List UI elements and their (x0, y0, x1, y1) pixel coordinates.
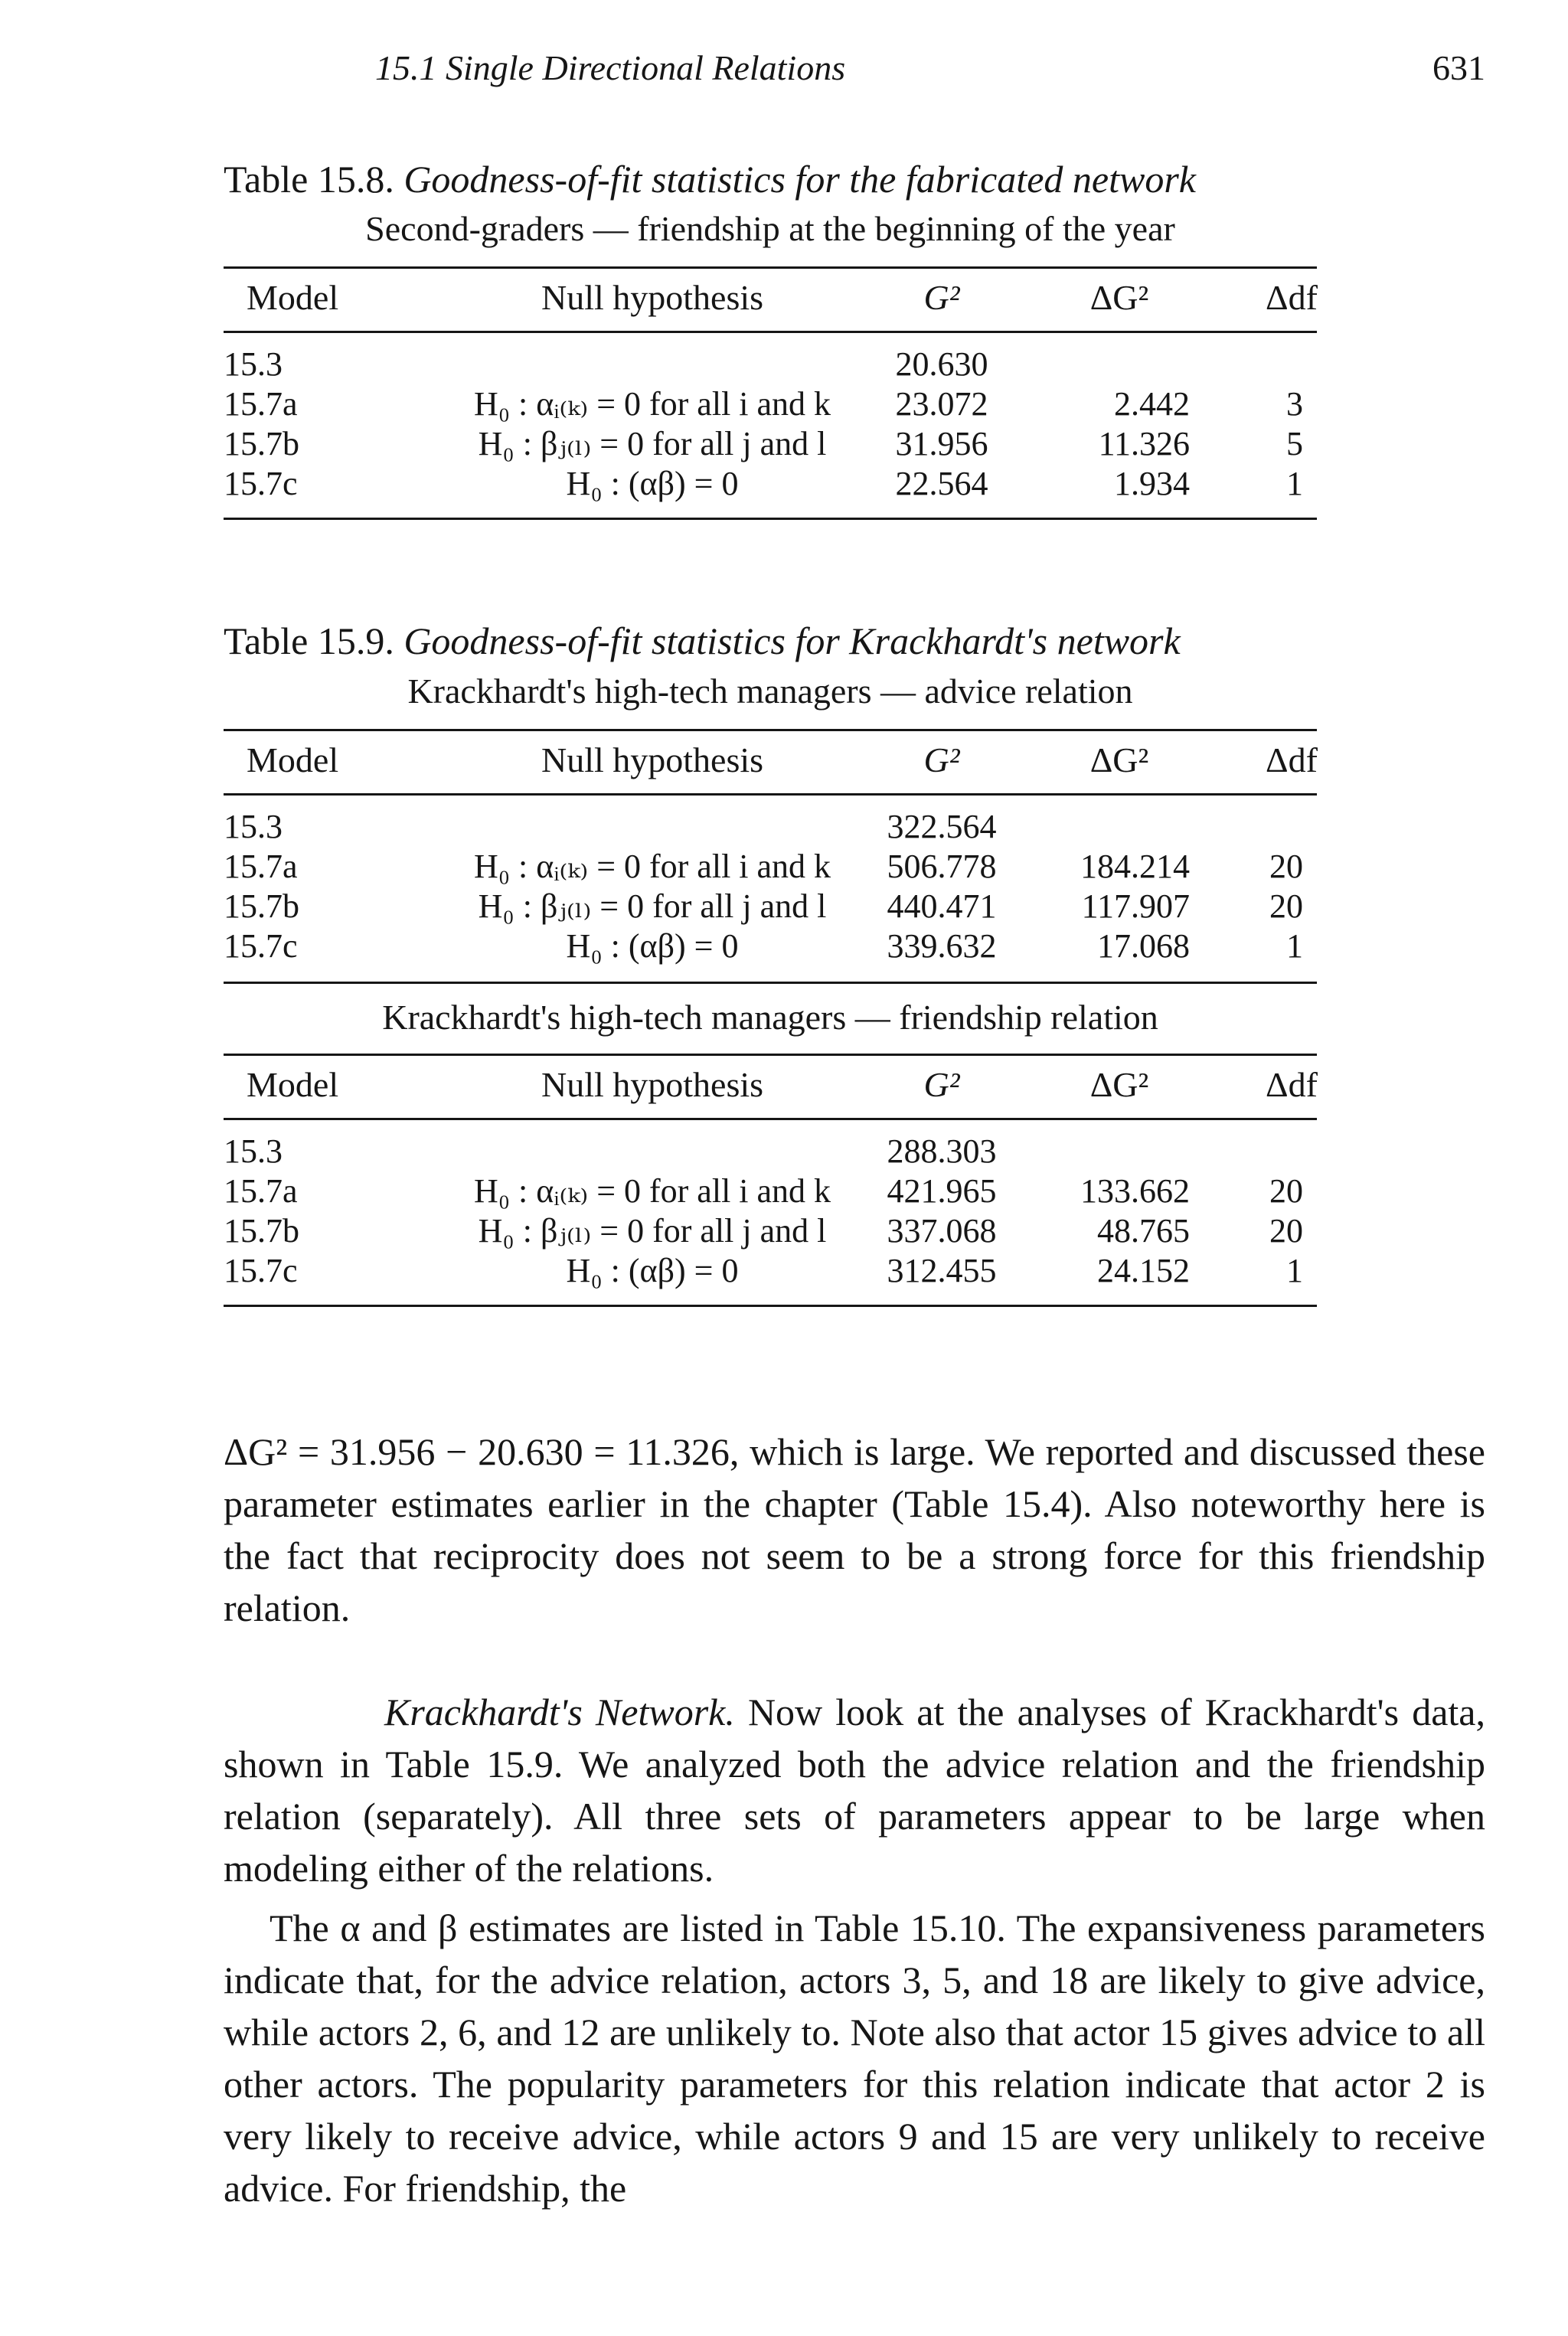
table-description: Goodness-of-fit statistics for the fabricated network (403, 158, 1196, 201)
cell-delta-g2: 2.442 (1114, 385, 1190, 423)
cell-model: 15.7c (224, 927, 298, 965)
top-rule (224, 1054, 1317, 1056)
table-15-8-header (224, 277, 1317, 323)
cell-delta-df: 3 (1286, 385, 1303, 423)
col-model: Model (247, 740, 339, 779)
cell-model: 15.7b (224, 1212, 299, 1250)
table-row (224, 926, 1317, 968)
cell-g2: 421.965 (887, 1172, 997, 1210)
cell-g2: 322.564 (887, 808, 997, 845)
table-row (224, 464, 1317, 505)
cell-model: 15.7a (224, 385, 298, 423)
cell-null: H₀ : βⱼ₍ₗ₎ = 0 for all j and l (478, 425, 827, 462)
table-description: Goodness-of-fit statistics for Krackhardt's network (403, 619, 1181, 662)
running-header (375, 47, 1485, 93)
cell-g2: 20.630 (895, 345, 988, 383)
cell-g2: 337.068 (887, 1212, 997, 1250)
header-rule (224, 1118, 1317, 1120)
cell-model: 15.3 (224, 1132, 283, 1170)
cell-null: H₀ : αᵢ₍ₖ₎ = 0 for all i and k (473, 848, 831, 885)
table-row (224, 424, 1317, 466)
cell-g2: 339.632 (887, 927, 997, 965)
cell-delta-df: 1 (1286, 1252, 1303, 1289)
cell-null: H₀ : αᵢ₍ₖ₎ = 0 for all i and k (473, 1172, 831, 1210)
friendship-table-header (224, 1064, 1317, 1110)
cell-g2: 31.956 (895, 425, 988, 462)
table-row (224, 1132, 1317, 1173)
col-delta-df: Δdf (1266, 740, 1318, 779)
cell-delta-df: 20 (1269, 848, 1303, 885)
cell-null: H₀ : βⱼ₍ₗ₎ = 0 for all j and l (478, 887, 827, 925)
paragraph-text: Now look at the analyses of Krackhardt's data, shown in Table 15.9. We analyzed both the advice relation and the friendship relation (separately). All three sets of parameters appear to be large when modeling either of the relations. (224, 1691, 1485, 1890)
cell-delta-df: 5 (1286, 425, 1303, 462)
cell-delta-g2: 24.152 (1097, 1252, 1190, 1289)
body-text (224, 1426, 1485, 2214)
table-row (224, 847, 1317, 888)
cell-model: 15.7b (224, 887, 299, 925)
cell-model: 15.7c (224, 465, 298, 502)
cell-model: 15.7b (224, 425, 299, 462)
col-delta-df: Δdf (1266, 1065, 1318, 1104)
cell-delta-df: 20 (1269, 1172, 1303, 1210)
table-row (224, 384, 1317, 426)
bottom-rule (224, 1305, 1317, 1307)
col-g2: G² (923, 278, 960, 317)
table-15-9-caption (224, 619, 1181, 663)
table-row (224, 1251, 1317, 1292)
cell-delta-g2: 11.326 (1098, 425, 1190, 462)
cell-null: H₀ : (αβ) = 0 (566, 1252, 739, 1289)
col-null-hypothesis: Null hypothesis (541, 1065, 764, 1104)
advice-subtitle: Krackhardt's high-tech managers — advice relation (407, 671, 1133, 711)
cell-null: H₀ : αᵢ₍ₖ₎ = 0 for all i and k (473, 385, 831, 423)
cell-g2: 506.778 (887, 848, 997, 885)
table-label: Table 15.9. (224, 619, 394, 662)
cell-model: 15.7a (224, 1172, 298, 1210)
top-rule (224, 266, 1317, 269)
cell-model: 15.7a (224, 848, 298, 885)
table-row (224, 1211, 1317, 1253)
top-rule (224, 729, 1317, 731)
table-row (224, 807, 1317, 848)
cell-delta-g2: 184.214 (1080, 848, 1190, 885)
cell-delta-df: 20 (1269, 1212, 1303, 1250)
col-model: Model (247, 278, 339, 317)
cell-g2: 23.072 (895, 385, 988, 423)
cell-model: 15.3 (224, 808, 283, 845)
header-rule (224, 793, 1317, 796)
cell-model: 15.3 (224, 345, 283, 383)
cell-delta-df: 1 (1286, 927, 1303, 965)
cell-delta-g2: 133.662 (1080, 1172, 1190, 1210)
table-row (224, 887, 1317, 928)
table-label: Table 15.8. (224, 158, 394, 201)
cell-delta-g2: 117.907 (1081, 887, 1190, 925)
cell-g2: 22.564 (895, 465, 988, 502)
header-rule (224, 331, 1317, 333)
cell-delta-df: 20 (1269, 887, 1303, 925)
table-row (224, 1171, 1317, 1213)
cell-delta-g2: 1.934 (1114, 465, 1190, 502)
cell-null: H₀ : (αβ) = 0 (566, 927, 739, 965)
col-g2: G² (923, 740, 960, 779)
table-15-8-subtitle: Second-graders — friendship at the beginning of the year (365, 209, 1175, 248)
cell-delta-df: 1 (1286, 465, 1303, 502)
cell-model: 15.7c (224, 1252, 298, 1289)
page-number: 631 (1432, 48, 1485, 87)
col-delta-g2: ΔG² (1089, 740, 1149, 779)
table-row (224, 345, 1317, 386)
cell-g2: 288.303 (887, 1132, 997, 1170)
cell-delta-g2: 17.068 (1097, 927, 1190, 965)
section-title: 15.1 Single Directional Relations (375, 48, 846, 87)
table-15-8-caption (224, 157, 1196, 201)
cell-delta-g2: 48.765 (1097, 1212, 1190, 1250)
cell-null: H₀ : (αβ) = 0 (566, 465, 739, 502)
paragraph (224, 1686, 1485, 1894)
cell-null: H₀ : βⱼ₍ₗ₎ = 0 for all j and l (478, 1212, 827, 1250)
col-delta-g2: ΔG² (1089, 278, 1149, 317)
paragraph: The α and β estimates are listed in Table 15.10. The expansiveness parameters indicate that, for the advice relation, actors 3, 5, and 18 are likely to give advice, while actors 2, 6, and 12 are unlikely to. Note also that actor 15 gives advice to all other actors. The popularity parameters for this relation indicate that actor 2 is very likely to receive advice, while actors 9 and 15 are very unlikely to receive advice. For friendship, the (224, 1906, 1485, 2210)
cell-g2: 312.455 (887, 1252, 997, 1289)
col-g2: G² (923, 1065, 960, 1104)
cell-g2: 440.471 (887, 887, 997, 925)
col-model: Model (247, 1065, 339, 1104)
mid-rule (224, 982, 1317, 984)
col-null-hypothesis: Null hypothesis (541, 740, 764, 779)
col-null-hypothesis: Null hypothesis (541, 278, 764, 317)
bottom-rule (224, 518, 1317, 520)
advice-table-header (224, 740, 1317, 786)
friendship-subtitle: Krackhardt's high-tech managers — friendship relation (382, 998, 1158, 1037)
col-delta-g2: ΔG² (1089, 1065, 1149, 1104)
col-delta-df: Δdf (1266, 278, 1318, 317)
paragraph: ΔG² = 31.956 − 20.630 = 11.326, which is large. We reported and discussed these parameter estimates earlier in the chapter (Table 15.4). Also noteworthy here is the fact that reciprocity does not seem to be a strong force for this friendship relation. (224, 1430, 1485, 1629)
run-in-heading: Krackhardt's Network. (384, 1691, 735, 1733)
